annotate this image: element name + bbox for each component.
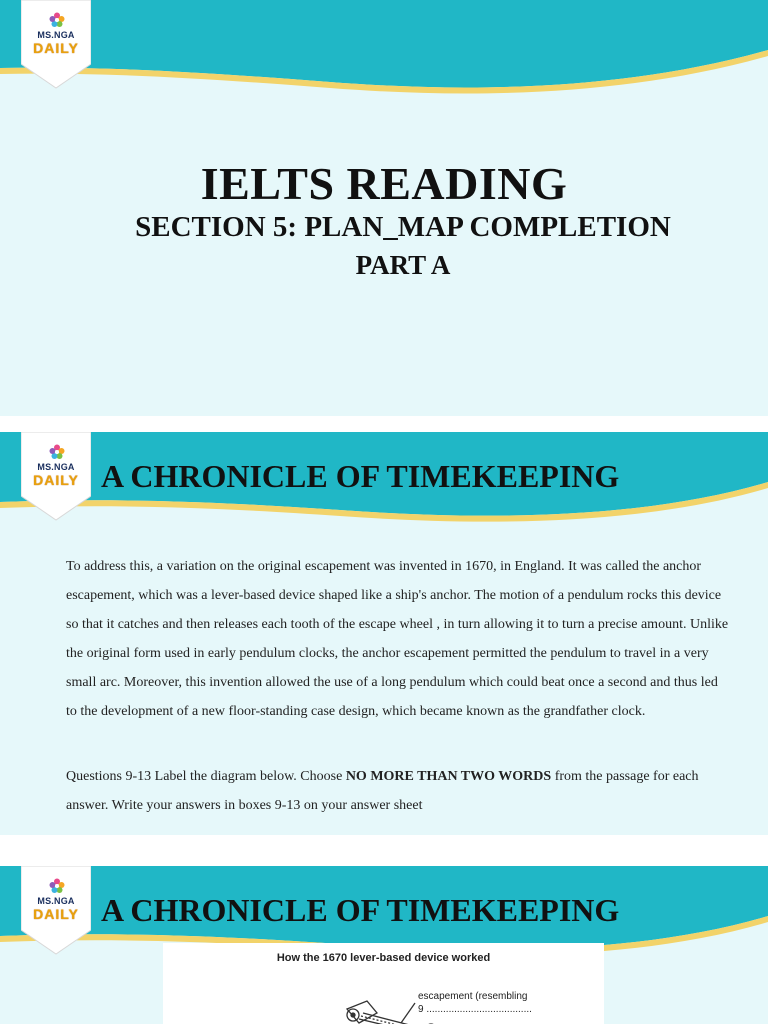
section-title: SECTION 5: PLAN_MAP COMPLETION — [135, 211, 671, 243]
passage-paragraph: To address this, a variation on the original escapement was invented in 1670, in England. It was called the anchor escapement, which was a lever-based device shaped like a ship's anchor. The motion of a pendulum rocks this device so that it catches and then releases each tooth of the escape wheel , in turn allowing it to turn a precise amount. Unlike the original form used in early pendulum clocks, the anchor escapement permitted the pendulum to travel in a very small arc. Moreover, this invention allowed the use of a long pendulum which could beat once a second and thus led to the development of a new floor-standing case design, which became known as the grandfather clock. — [66, 559, 729, 719]
diagram-title: How the 1670 lever-based device worked — [276, 952, 491, 964]
passage-slide — [0, 432, 768, 835]
logo-line1: MS.NGA — [37, 896, 75, 906]
logo-line2: DAILY — [33, 40, 79, 56]
diagram-label: escapement (resembling — [418, 991, 528, 1002]
flower-icon — [49, 444, 65, 460]
slide-heading: A CHRONICLE OF TIMEKEEPING — [101, 458, 620, 494]
escapement-diagram — [163, 943, 604, 1024]
page-title: IELTS READING — [200, 158, 568, 209]
logo-line1: MS.NGA — [37, 30, 75, 40]
escapement-drawing — [163, 943, 604, 1024]
logo-line2: DAILY — [33, 472, 79, 488]
instructions-text: Questions 9-13 Label the diagram below. Choose — [66, 769, 346, 784]
msnga-daily-logo — [21, 0, 91, 90]
logo-line2: DAILY — [33, 906, 79, 922]
header-banner — [0, 0, 768, 100]
flower-icon — [49, 12, 65, 28]
msnga-daily-logo — [21, 432, 91, 522]
flower-icon — [49, 878, 65, 894]
instructions-text-end: from the passage for each answer. Write your answers in boxes 9-13 on your answer sheet — [66, 769, 699, 813]
diagram-slide — [0, 866, 768, 1024]
title-slide — [0, 0, 768, 416]
instructions-emphasis: NO MORE THAN TWO WORDS — [345, 769, 552, 784]
logo-line1: MS.NGA — [37, 462, 75, 472]
slide-heading: A CHRONICLE OF TIMEKEEPING — [101, 892, 620, 928]
questions-instructions — [66, 762, 730, 820]
answer-blank-9: 9 ...................................... — [418, 1004, 532, 1015]
part-title: PART A — [355, 250, 451, 280]
msnga-daily-logo — [21, 866, 91, 956]
